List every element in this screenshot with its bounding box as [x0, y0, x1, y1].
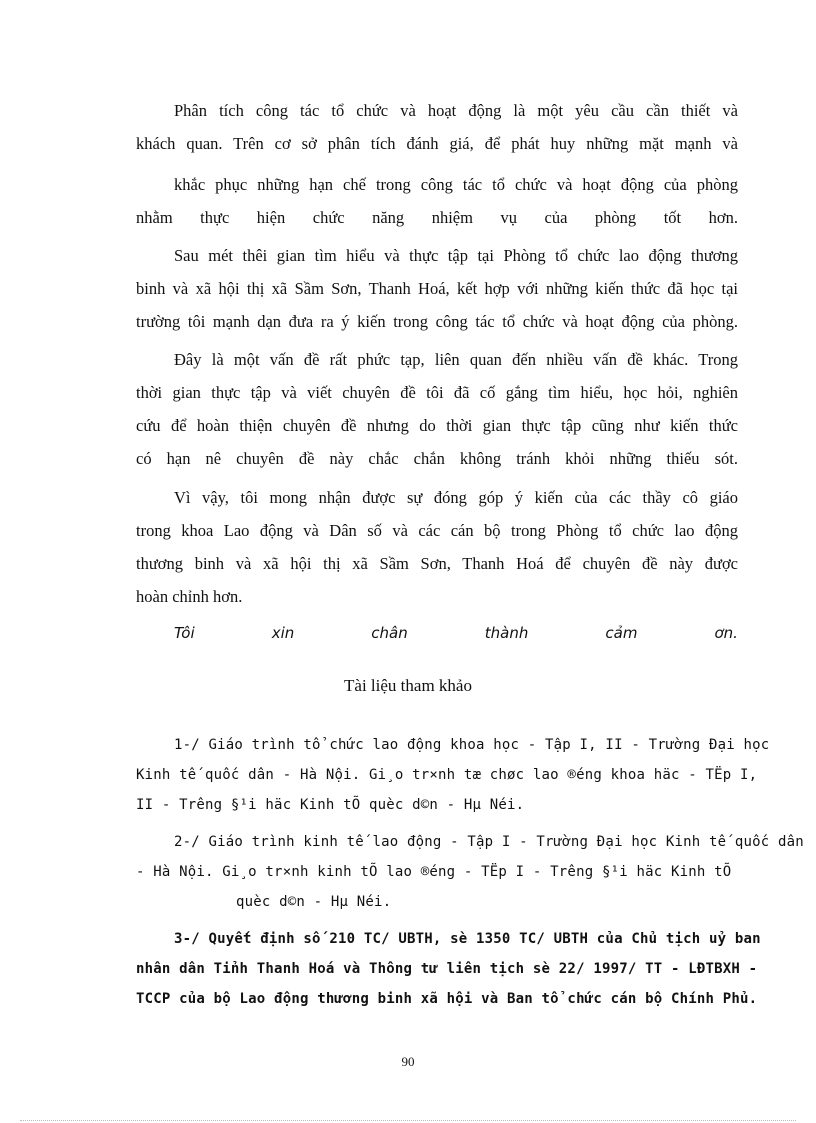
text-line: 1-/ Giáo trình tổ chức lao động khoa học - Tập I, II - Trường Đại học	[174, 737, 770, 753]
text-line: cứu để hoàn thiện chuyên đề nhưng do thời gian thực tập cũng như kiến thức	[136, 416, 738, 435]
text-line: Đây là một vấn đề rất phức tạp, liên quan đến nhiều vấn đề khác. Trong	[174, 350, 738, 369]
thanks-word: chân	[371, 624, 408, 642]
text-line: nhân dân Tỉnh Thanh Hoá và Thông tư liên tịch sè 22/ 1997/ TT - LĐTBXH -	[136, 961, 758, 977]
text-line: hoàn chỉnh hơn.	[136, 587, 243, 606]
page-number: 90	[401, 1054, 415, 1069]
thanks-line	[136, 624, 738, 642]
text-line: TCCP của bộ Lao động thương binh xã hội và Ban tổ chức cán bộ Chính Phủ.	[136, 991, 758, 1007]
references-heading: Tài liệu tham khảo	[344, 676, 472, 695]
text-line: 3-/ Quyết định số 210 TC/ UBTH, sè 1350 TC/ UBTH của Chủ tịch uỷ ban	[174, 931, 761, 947]
text-line: Phân tích công tác tổ chức và hoạt động là một yêu cầu cần thiết và	[174, 101, 738, 120]
text-line: thương binh và xã hội thị xã Sầm Sơn, Thanh Hoá để chuyên đề này được	[136, 554, 738, 573]
thanks-word: cảm	[605, 624, 638, 642]
text-line: Kinh tế quốc dân - Hà Nội. Gi¸o tr×nh tæ chøc lao ®éng khoa häc - TËp I,	[136, 767, 758, 783]
text-line: quèc d©n - Hµ Néi.	[236, 894, 392, 910]
text-line: thời gian thực tập và viết chuyên đề tôi đã cố gắng tìm hiểu, học hỏi, nghiên	[136, 383, 738, 402]
text-line: II - Trêng §¹i häc Kinh tÕ quèc d©n - Hµ Néi.	[136, 797, 525, 813]
text-line: khách quan. Trên cơ sở phân tích đánh giá, để phát huy những mặt mạnh và	[136, 134, 738, 153]
text-line: khắc phục những hạn chế trong công tác tổ chức và hoạt động của phòng	[174, 175, 738, 194]
text-line: - Hà Nội. Gi¸o tr×nh kinh tÕ lao ®éng - TËp I - Trêng §¹i häc Kinh tÕ	[136, 864, 732, 880]
text-line: binh và xã hội thị xã Sầm Sơn, Thanh Hoá, kết hợp với những kiến thức đã học tại	[136, 279, 738, 298]
text-line: nhằm thực hiện chức năng nhiệm vụ của phòng tốt hơn.	[136, 208, 738, 227]
footer-divider	[20, 1120, 796, 1121]
text-line: có hạn nê chuyên đề này chắc chắn không tránh khỏi những thiếu sót.	[136, 449, 738, 468]
text-line: trường tôi mạnh dạn đưa ra ý kiến trong công tác tổ chức và hoạt động của phòng.	[136, 312, 738, 331]
thanks-word: Tôi	[174, 624, 195, 642]
text-line: Vì vậy, tôi mong nhận được sự đóng góp ý kiến của các thầy cô giáo	[174, 488, 738, 507]
text-line: 2-/ Giáo trình kinh tế lao động - Tập I - Trường Đại học Kinh tế quốc dân	[174, 834, 804, 850]
text-line: Sau mét thêi gian tìm hiểu và thực tập tại Phòng tổ chức lao động thương	[174, 246, 738, 265]
thanks-word: ơn.	[714, 624, 738, 642]
text-line: trong khoa Lao động và Dân số và các cán bộ trong Phòng tổ chức lao động	[136, 521, 738, 540]
thanks-word: xin	[271, 624, 295, 642]
thanks-word: thành	[484, 624, 529, 642]
